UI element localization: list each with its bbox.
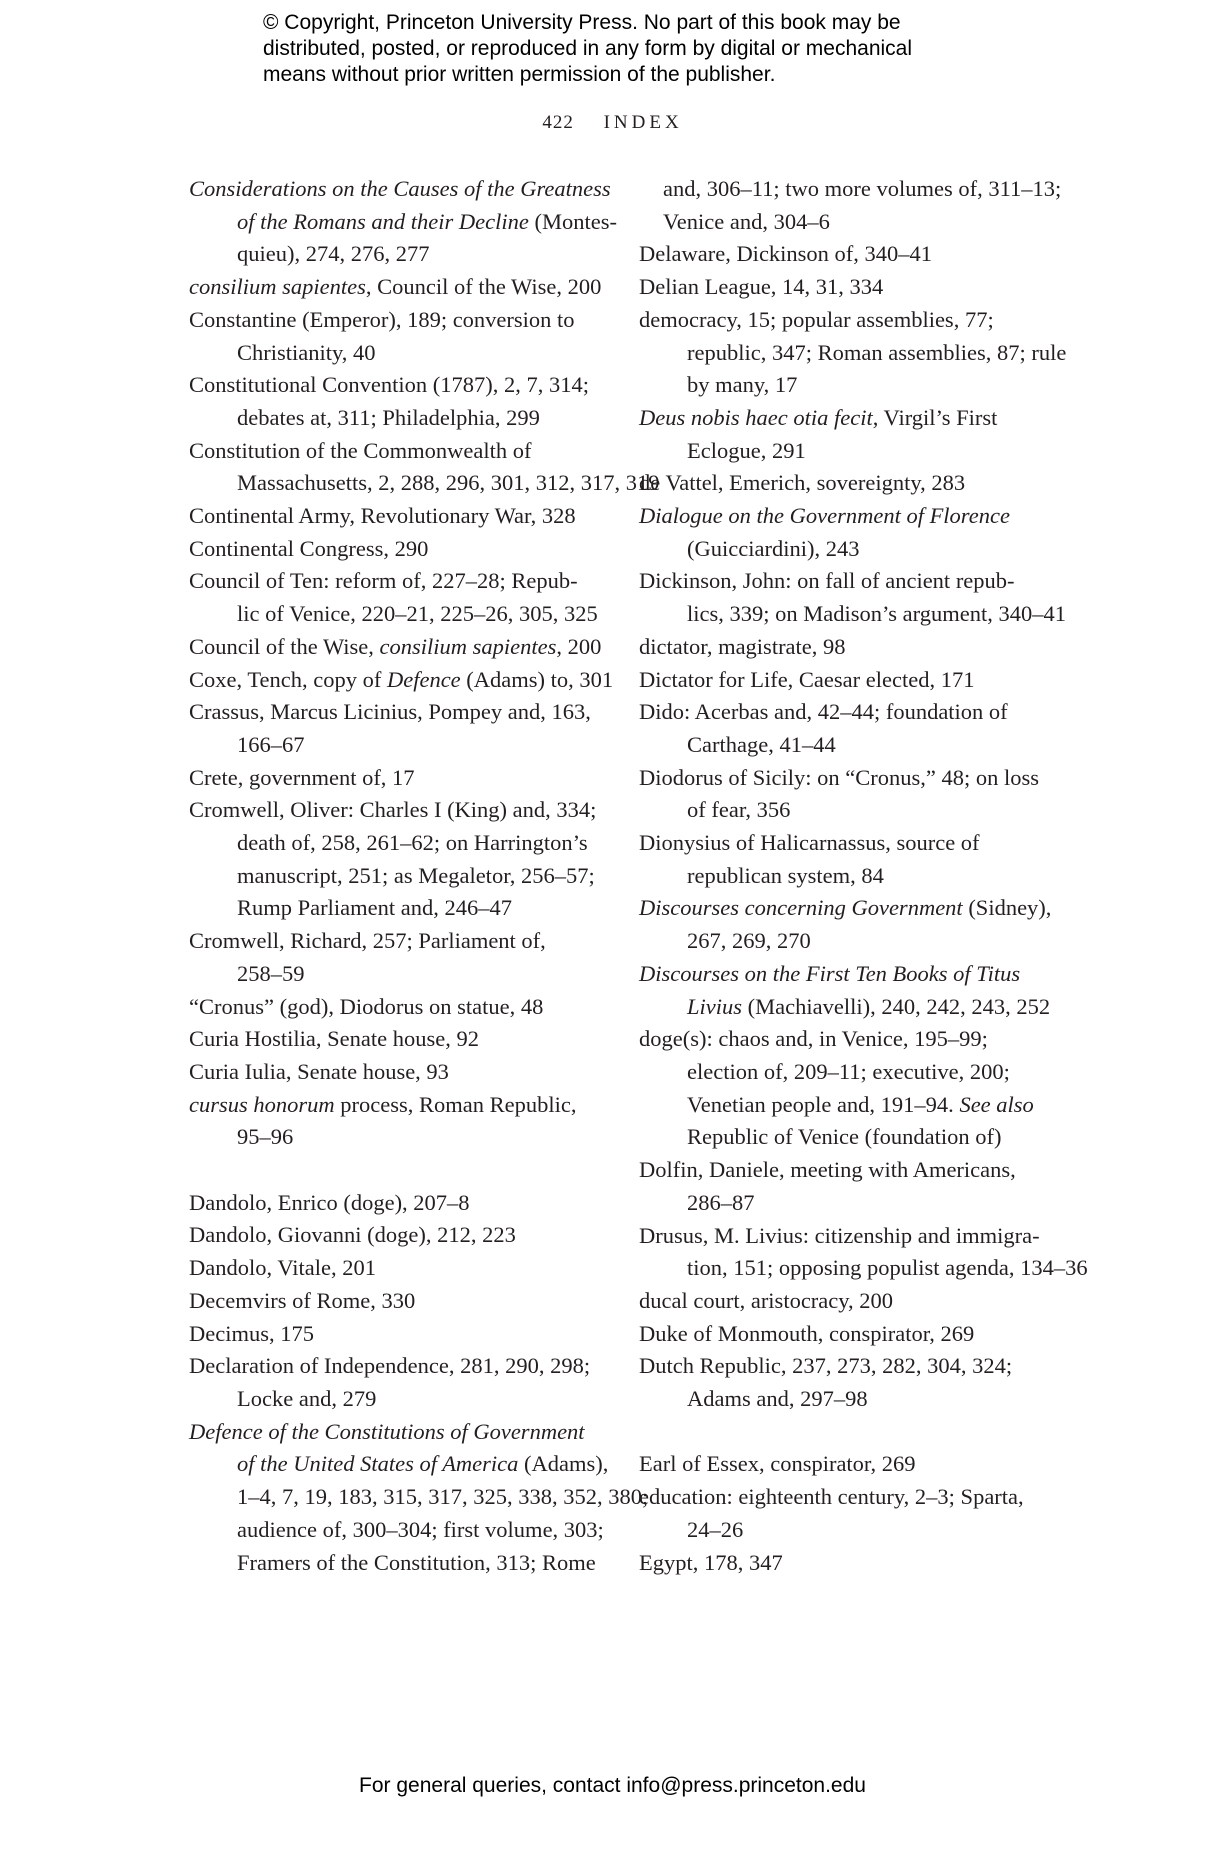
index-entry: Dutch Republic, 237, 273, 282, 304, 324; Adams and, 297–98 — [639, 1353, 1013, 1412]
index-entry: consilium sapientes, Council of the Wise, 200 — [189, 274, 602, 300]
index-entry: democracy, 15; popular assemblies, 77; republic, 347; Roman assemblies, 87; rule by many, 17 — [639, 306, 1067, 398]
index-entry: education: eighteenth century, 2–3; Sparta, 24–26 — [639, 1484, 1024, 1542]
index-entry: Curia Hostilia, Senate house, 92 — [189, 1026, 479, 1052]
running-head — [0, 112, 1225, 134]
index-entry: Continental Army, Revolutionary War, 328 — [189, 503, 576, 529]
index-entry: Constitutional Convention (1787), 2, 7, 314; debates at, 311; Philadelphia, 299 — [189, 372, 589, 430]
section-gap — [189, 1154, 609, 1187]
index-entry: Decimus, 175 — [189, 1320, 314, 1346]
index-entry: Delian League, 14, 31, 334 — [639, 274, 884, 300]
footer-contact: For general queries, contact info@press.princeton.edu — [359, 1774, 866, 1797]
index-entry: Drusus, M. Livius: citizenship and immigra- tion, 151; opposing populist agenda, 134–36 — [639, 1222, 1088, 1281]
section-gap — [639, 1416, 1059, 1449]
index-entry-continued: and, 306–11; two more volumes of, 311–13; Venice and, 304–6 — [663, 176, 1062, 234]
index-entry: cursus honorum process, Roman Republic, 95–96 — [189, 1091, 577, 1150]
index-entry: de Vattel, Emerich, sovereignty, 283 — [639, 470, 966, 496]
index-entry: Crete, government of, 17 — [189, 764, 415, 790]
copyright-line: © Copyright, Princeton University Press. No part of this book may be — [263, 11, 901, 34]
index-entry: Decemvirs of Rome, 330 — [189, 1287, 416, 1313]
index-entry: Dionysius of Halicarnassus, source of republican system, 84 — [639, 830, 980, 888]
index-entry: Curia Iulia, Senate house, 93 — [189, 1058, 449, 1084]
index-entry: dictator, magistrate, 98 — [639, 633, 846, 659]
page-number: 422 — [542, 112, 574, 133]
index-entry: Dictator for Life, Caesar elected, 171 — [639, 666, 975, 692]
index-entry: Delaware, Dickinson of, 340–41 — [639, 241, 933, 267]
index-entry: Dialogue on the Government of Florence (Guicciardini), 243 — [639, 503, 1010, 561]
index-entry: Egypt, 178, 347 — [639, 1549, 783, 1575]
index-entry: Declaration of Independence, 281, 290, 298; Locke and, 279 — [189, 1353, 591, 1411]
index-entry: ducal court, aristocracy, 200 — [639, 1287, 894, 1313]
index-entry: doge(s): chaos and, in Venice, 195–99; election of, 209–11; executive, 200; Venetian people and, 191–94. See also Republic of Venice (foundation of) — [639, 1026, 1034, 1150]
index-entry: Discourses on the First Ten Books of Titus Livius (Machiavelli), 240, 242, 243, 252 — [639, 960, 1051, 1019]
index-entry: Constantine (Emperor), 189; conversion to Christianity, 40 — [189, 306, 575, 365]
index-entry: Considerations on the Causes of the Greatness of the Romans and their Decline (Montes- quieu), 274, 276, 277 — [189, 176, 617, 267]
index-column-right — [639, 173, 1088, 1579]
page-title: INDEX — [603, 112, 683, 133]
copyright-line: distributed, posted, or reproduced in any form by digital or mechanical — [263, 37, 913, 60]
index-entry: Coxe, Tench, copy of Defence (Adams) to, 301 — [189, 666, 614, 692]
index-entry: Duke of Monmouth, conspirator, 269 — [639, 1320, 975, 1346]
index-entry: Crassus, Marcus Licinius, Pompey and, 163, 166–67 — [189, 699, 591, 757]
index-entry: Discourses concerning Government (Sidney), 267, 269, 270 — [639, 895, 1052, 954]
index-entry: Diodorus of Sicily: on “Cronus,” 48; on loss of fear, 356 — [639, 764, 1039, 823]
index-entry: Dickinson, John: on fall of ancient repub- lics, 339; on Madison’s argument, 340–41 — [639, 568, 1066, 627]
index-entry: Cromwell, Oliver: Charles I (King) and, 334; death of, 258, 261–62; on Harrington’s manuscript, 251; as Megaletor, 256–57; Rump Parliament and, 246–47 — [189, 797, 597, 921]
index-entry: Dolfin, Daniele, meeting with Americans, 286–87 — [639, 1157, 1016, 1215]
index-entry: Dandolo, Enrico (doge), 207–8 — [189, 1189, 470, 1215]
index-entry: Defence of the Constitutions of Government of the United States of America (Adams), 1–4, 7, 19, 183, 315, 317, 325, 338, 352, 380; audience of, 300–304; first volume, 303; Framers of the Constitution, 313; Rome — [189, 1418, 649, 1575]
index-entry: “Cronus” (god), Diodorus on statue, 48 — [189, 993, 544, 1019]
index-entry: Dandolo, Giovanni (doge), 212, 223 — [189, 1222, 516, 1248]
index-entry: Cromwell, Richard, 257; Parliament of, 258–59 — [189, 928, 546, 986]
index-entry: Deus nobis haec otia fecit, Virgil’s First Eclogue, 291 — [639, 404, 998, 463]
index-column-left — [189, 173, 660, 1579]
copyright-line: means without prior written permission of the publisher. — [263, 63, 776, 86]
index-entry: Earl of Essex, conspirator, 269 — [639, 1451, 916, 1477]
index-entry: Constitution of the Commonwealth of Massachusetts, 2, 288, 296, 301, 312, 317, 319 — [189, 437, 660, 496]
copyright-notice — [263, 10, 1023, 88]
index-entry: Council of Ten: reform of, 227–28; Repub- lic of Venice, 220–21, 225–26, 305, 325 — [189, 568, 598, 627]
index-entry: Dido: Acerbas and, 42–44; foundation of Carthage, 41–44 — [639, 699, 1008, 757]
index-entry: Dandolo, Vitale, 201 — [189, 1255, 376, 1281]
index-entry: Continental Congress, 290 — [189, 535, 429, 561]
index-entry: Council of the Wise, consilium sapientes, 200 — [189, 633, 602, 659]
